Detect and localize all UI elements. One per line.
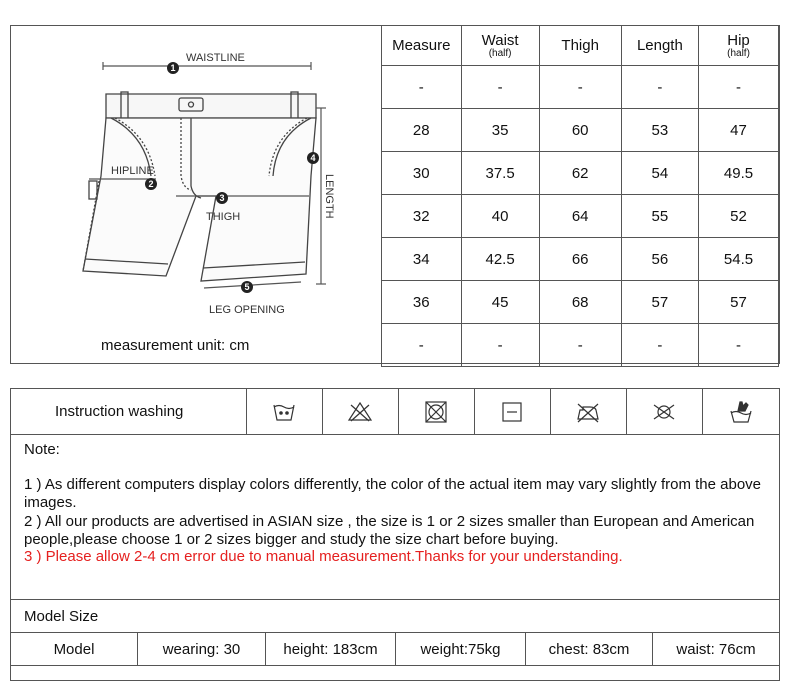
measurement-unit-label: measurement unit: cm bbox=[101, 337, 250, 354]
table-cell: 40 bbox=[461, 195, 539, 238]
table-cell: - bbox=[382, 324, 462, 367]
dry-flat-icon bbox=[475, 389, 551, 434]
table-row bbox=[382, 324, 779, 367]
table-cell: 57 bbox=[699, 281, 779, 324]
leg-opening-label: LEG OPENING bbox=[209, 304, 285, 316]
marker-2-text: 2 bbox=[148, 179, 154, 189]
table-cell: 62 bbox=[539, 152, 621, 195]
table-cell: 60 bbox=[539, 109, 621, 152]
header-thigh: Thigh bbox=[539, 26, 621, 66]
table-cell: 54 bbox=[621, 152, 698, 195]
table-cell: 37.5 bbox=[461, 152, 539, 195]
table-cell: 45 bbox=[461, 281, 539, 324]
note-line-2: 2 ) All our products are advertised in ASIAN size , the size is 1 or 2 sizes smaller than European and American people,please choose 1 or 2 sizes bigger and study the size chart before buying. bbox=[24, 513, 755, 548]
table-cell: 42.5 bbox=[461, 238, 539, 281]
model-size-title: Model Size bbox=[11, 599, 779, 632]
wash-30-icon bbox=[247, 389, 323, 434]
table-cell: 57 bbox=[621, 281, 698, 324]
note-title: Note: bbox=[24, 441, 60, 458]
note-line-1: 1 ) As different computers display colors differently, the color of the actual item may vary slightly from the above images. bbox=[24, 476, 762, 511]
washing-label: Instruction washing bbox=[11, 389, 247, 434]
marker-3-text: 3 bbox=[219, 193, 225, 203]
table-cell: 28 bbox=[382, 109, 462, 152]
do-not-tumble-dry-icon bbox=[399, 389, 475, 434]
table-cell: - bbox=[461, 66, 539, 109]
table-cell: 34 bbox=[382, 238, 462, 281]
do-not-iron-icon bbox=[551, 389, 627, 434]
header-hip: Hip (half) bbox=[699, 26, 779, 66]
waistline-label: WAISTLINE bbox=[186, 52, 245, 64]
model-wearing-cell: wearing: 30 bbox=[138, 633, 266, 665]
do-not-dry-clean-icon bbox=[627, 389, 703, 434]
table-row bbox=[382, 281, 779, 324]
table-row bbox=[382, 66, 779, 109]
marker-4-text: 4 bbox=[310, 153, 316, 163]
table-cell: 47 bbox=[699, 109, 779, 152]
table-row bbox=[382, 195, 779, 238]
table-cell: - bbox=[382, 66, 462, 109]
model-weight-cell: weight:75kg bbox=[396, 633, 526, 665]
table-cell: 66 bbox=[539, 238, 621, 281]
size-table bbox=[381, 25, 779, 367]
table-cell: - bbox=[699, 324, 779, 367]
header-measure: Measure bbox=[382, 26, 462, 66]
washing-row bbox=[11, 389, 779, 435]
marker-1-text: 1 bbox=[170, 63, 176, 73]
table-row bbox=[382, 238, 779, 281]
size-table-header bbox=[382, 26, 779, 66]
note-line-3-warning: 3 ) Please allow 2-4 cm error due to manual measurement.Thanks for your understanding. bbox=[24, 548, 623, 565]
header-waist: Waist (half) bbox=[461, 26, 539, 66]
table-cell: - bbox=[539, 66, 621, 109]
table-cell: 35 bbox=[461, 109, 539, 152]
table-cell: 54.5 bbox=[699, 238, 779, 281]
header-length: Length bbox=[621, 26, 698, 66]
table-row bbox=[382, 109, 779, 152]
table-cell: 36 bbox=[382, 281, 462, 324]
table-cell: 52 bbox=[699, 195, 779, 238]
table-cell: - bbox=[461, 324, 539, 367]
thigh-label: THIGH bbox=[206, 211, 241, 223]
model-waist-cell: waist: 76cm bbox=[676, 640, 756, 658]
table-cell: 32 bbox=[382, 195, 462, 238]
table-cell: 53 bbox=[621, 109, 698, 152]
table-cell: - bbox=[539, 324, 621, 367]
table-cell: 56 bbox=[621, 238, 698, 281]
table-cell: 49.5 bbox=[699, 152, 779, 195]
model-chest-cell: chest: 83cm bbox=[526, 633, 653, 665]
model-size-row bbox=[11, 632, 779, 666]
model-height-cell: height: 183cm bbox=[266, 633, 396, 665]
table-cell: 30 bbox=[382, 152, 462, 195]
model-label-cell: Model bbox=[11, 633, 138, 665]
hipline-label: HIPLINE bbox=[111, 165, 154, 177]
table-cell: 68 bbox=[539, 281, 621, 324]
washing-notes-panel bbox=[10, 388, 780, 681]
table-row bbox=[382, 152, 779, 195]
shorts-diagram bbox=[11, 26, 381, 363]
table-cell: 55 bbox=[621, 195, 698, 238]
hand-wash-icon bbox=[703, 389, 779, 434]
table-cell: - bbox=[699, 66, 779, 109]
do-not-bleach-icon bbox=[323, 389, 399, 434]
table-cell: - bbox=[621, 324, 698, 367]
table-cell: 64 bbox=[539, 195, 621, 238]
size-chart-panel bbox=[10, 25, 780, 364]
marker-5-text: 5 bbox=[244, 282, 250, 292]
length-label: LENGTH bbox=[323, 174, 335, 219]
table-cell: - bbox=[621, 66, 698, 109]
